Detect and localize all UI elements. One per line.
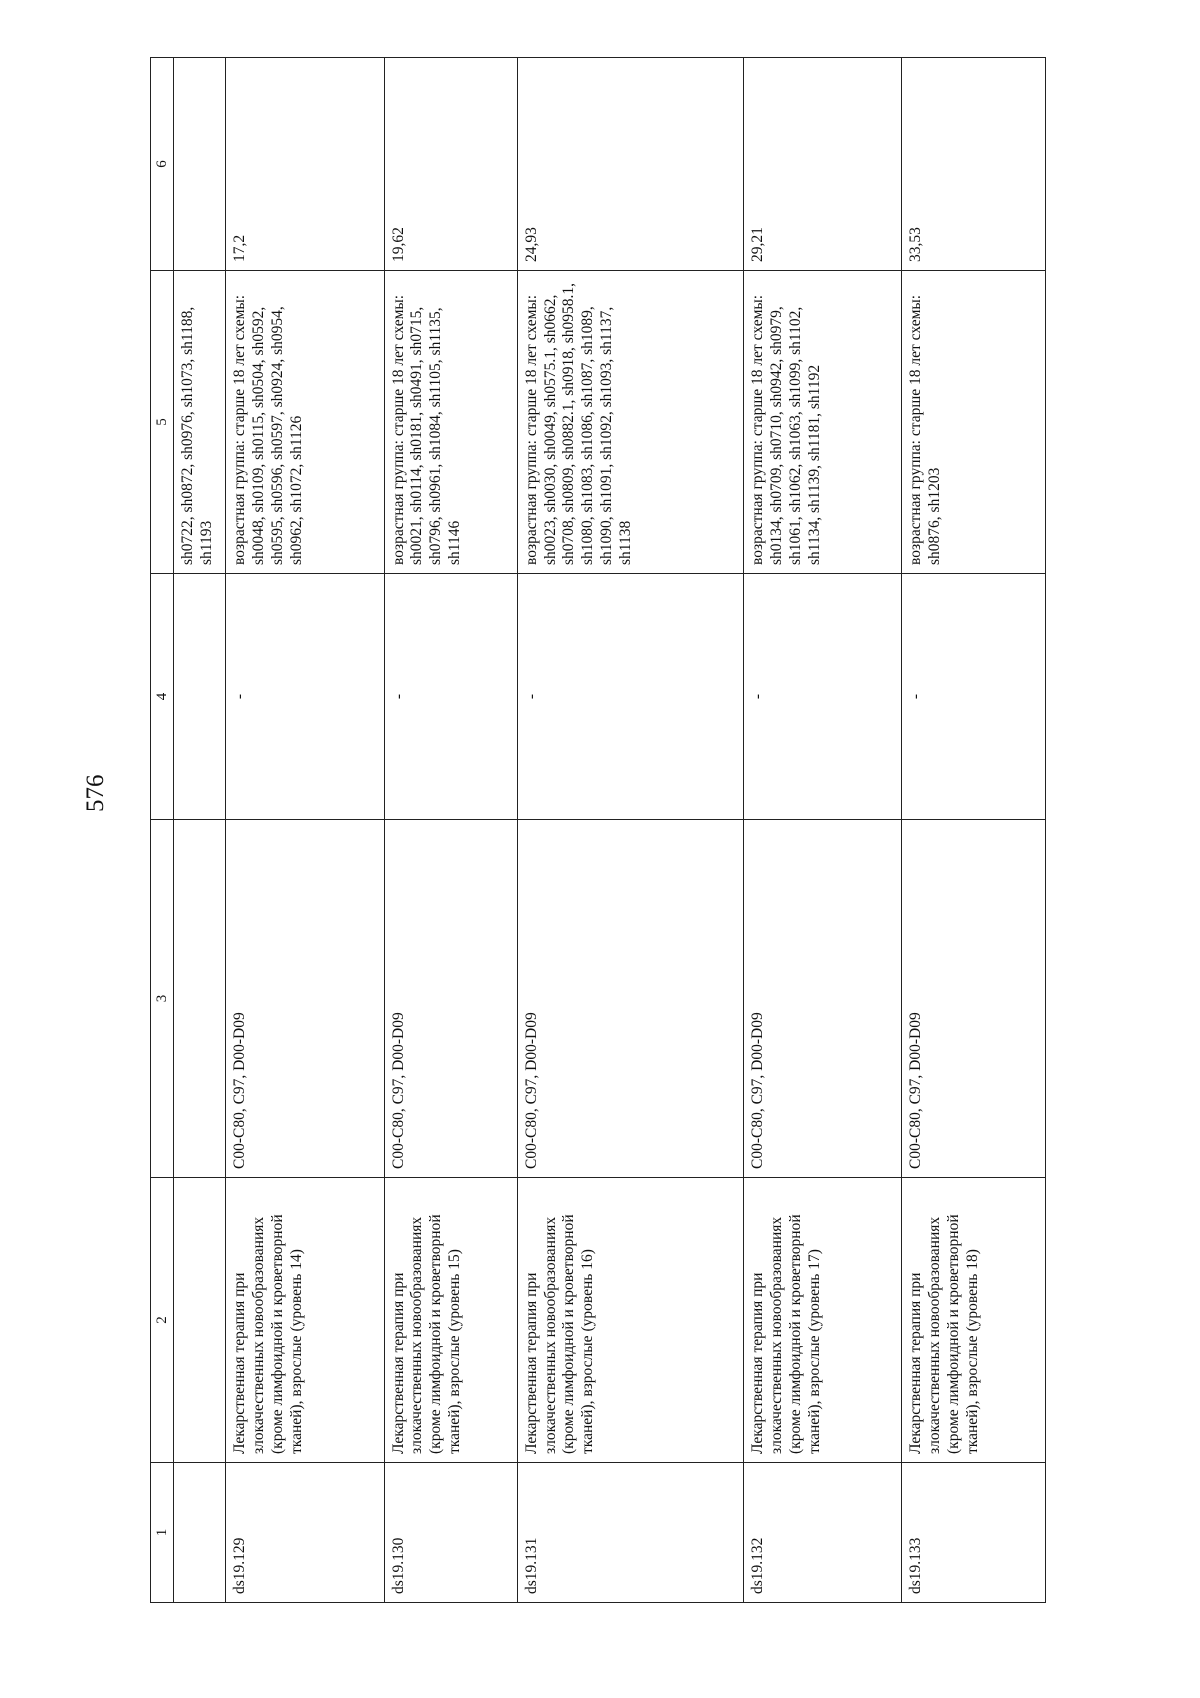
group-name-cell: Лекарственная терапия при злокачественных новообразованиях (кроме лимфоидной и кроветворной тканей), взрослые (уровень 18) xyxy=(902,1178,1046,1463)
column-number: 1 xyxy=(151,1463,174,1603)
col4-cell: - xyxy=(226,574,384,820)
col4-cell: - xyxy=(384,574,517,820)
criteria-cell: возрастная группа: старше 18 лет схемы: sh0876, sh1203 xyxy=(902,271,1046,574)
continuation-cell xyxy=(174,1463,226,1603)
group-code-cell: ds19.133 xyxy=(902,1463,1046,1603)
column-number: 2 xyxy=(151,1178,174,1463)
diagnoses-cell: C00-C80, C97, D00-D09 xyxy=(226,820,384,1178)
continuation-cell xyxy=(174,1178,226,1463)
column-number: 6 xyxy=(151,58,174,271)
column-number: 4 xyxy=(151,574,174,820)
table-row xyxy=(384,58,517,1603)
continuation-row xyxy=(174,58,226,1603)
col4-cell: - xyxy=(902,574,1046,820)
continuation-criteria-cell: sh0722, sh0872, sh0976, sh1073, sh1188, sh1193 xyxy=(174,271,226,574)
criteria-cell: возрастная группа: старше 18 лет схемы: sh0021, sh0114, sh0181, sh0491, sh0715, sh0796, sh0961, sh1084, sh1105, sh1135, sh1146 xyxy=(384,271,517,574)
group-code-cell: ds19.132 xyxy=(743,1463,901,1603)
group-code-cell: ds19.131 xyxy=(517,1463,743,1603)
group-name-cell: Лекарственная терапия при злокачественных новообразованиях (кроме лимфоидной и кроветворной тканей), взрослые (уровень 15) xyxy=(384,1178,517,1463)
table-row xyxy=(902,58,1046,1603)
tariff-table-frame xyxy=(150,58,1046,1603)
group-name-cell: Лекарственная терапия при злокачественных новообразованиях (кроме лимфоидной и кроветворной тканей), взрослые (уровень 17) xyxy=(743,1178,901,1463)
diagnoses-cell: C00-C80, C97, D00-D09 xyxy=(384,820,517,1178)
coefficient-cell: 17,2 xyxy=(226,58,384,271)
group-code-cell: ds19.130 xyxy=(384,1463,517,1603)
table-row xyxy=(743,58,901,1603)
continuation-cell xyxy=(174,574,226,820)
coefficient-cell: 19,62 xyxy=(384,58,517,271)
continuation-cell xyxy=(174,820,226,1178)
table-row xyxy=(517,58,743,1603)
criteria-cell: возрастная группа: старше 18 лет схемы: sh0023, sh0030, sh0049, sh0575.1, sh0662, sh0708, sh0809, sh0882.1, sh0918, sh0958.1, sh1080, sh1083, sh1086, sh1087, sh1089, sh1090, sh1091, sh1092, sh1093, sh1137, sh1138 xyxy=(517,271,743,574)
tariff-table xyxy=(150,57,1046,1603)
group-name-cell: Лекарственная терапия при злокачественных новообразованиях (кроме лимфоидной и кроветворной тканей), взрослые (уровень 16) xyxy=(517,1178,743,1463)
coefficient-cell: 29,21 xyxy=(743,58,901,271)
diagnoses-cell: C00-C80, C97, D00-D09 xyxy=(743,820,901,1178)
diagnoses-cell: C00-C80, C97, D00-D09 xyxy=(517,820,743,1178)
page-number: 576 xyxy=(82,774,109,812)
col4-cell: - xyxy=(743,574,901,820)
criteria-cell: возрастная группа: старше 18 лет схемы: sh0134, sh0709, sh0710, sh0942, sh0979, sh1061, sh1062, sh1063, sh1099, sh1102, sh1134, sh1139, sh1181, sh1192 xyxy=(743,271,901,574)
coefficient-cell: 33,53 xyxy=(902,58,1046,271)
column-number: 5 xyxy=(151,271,174,574)
group-code-cell: ds19.129 xyxy=(226,1463,384,1603)
diagnoses-cell: C00-C80, C97, D00-D09 xyxy=(902,820,1046,1178)
coefficient-cell: 24,93 xyxy=(517,58,743,271)
continuation-cell xyxy=(174,58,226,271)
column-number: 3 xyxy=(151,820,174,1178)
criteria-cell: возрастная группа: старше 18 лет схемы: sh0048, sh0109, sh0115, sh0504, sh0592, sh0595, sh0596, sh0597, sh0924, sh0954, sh0962, sh1072, sh1126 xyxy=(226,271,384,574)
group-name-cell: Лекарственная терапия при злокачественных новообразованиях (кроме лимфоидной и кроветворной тканей), взрослые (уровень 14) xyxy=(226,1178,384,1463)
col4-cell: - xyxy=(517,574,743,820)
table-row xyxy=(226,58,384,1603)
column-number-row xyxy=(151,58,174,1603)
